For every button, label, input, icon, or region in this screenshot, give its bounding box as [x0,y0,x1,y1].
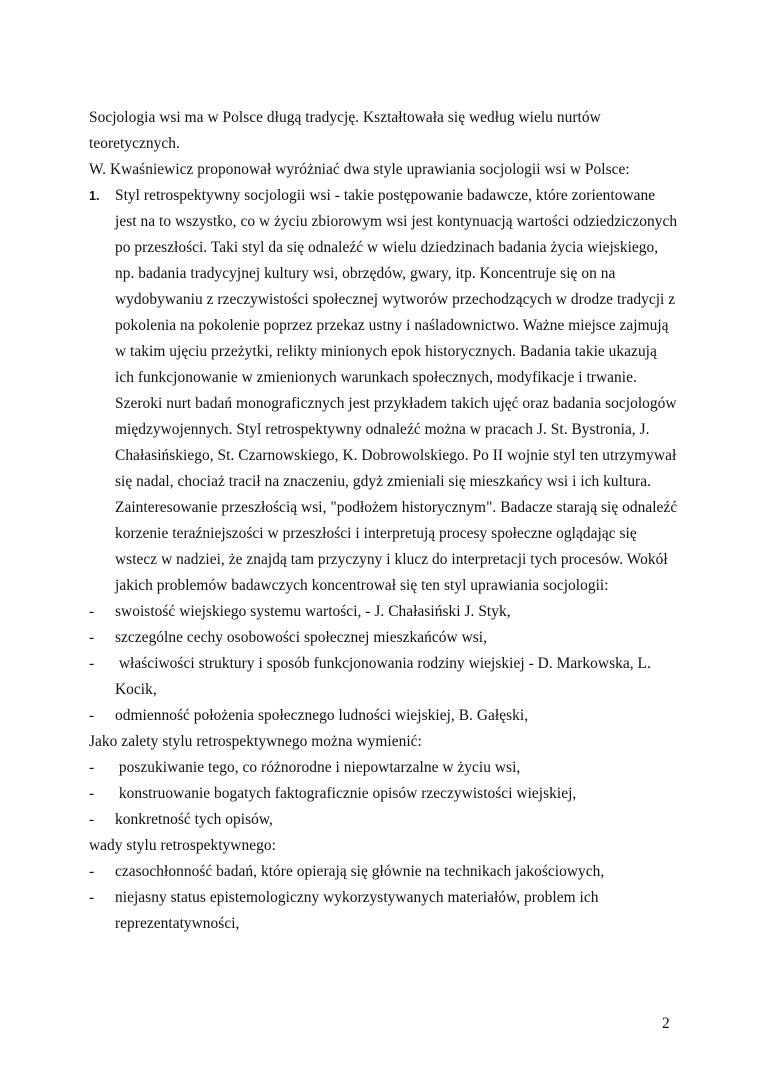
advantage-list-item [89,781,679,807]
intro-line: W. Kwaśniewicz proponował wyróżniać dwa style uprawiania socjologii wsi w Polsce: [89,161,630,178]
list-item-text: konkretność tych opisów, [115,811,273,828]
paragraph-line: po przeszłości. Taki styl da się odnaleźć w wielu dziedzinach badania życia wiejskiego, [115,239,659,256]
numbered-item-1 [89,183,679,599]
disadvantage-list-item [89,885,679,937]
paragraph-line: Styl retrospektywny socjologii wsi - takie postępowanie badawcze, które zorientowane [115,187,656,204]
paragraph-line: jest na to wszystko, co w życiu zbiorowym wsi jest kontynuacją wartości odziedziczonych [115,213,678,230]
dash-bullet: - [89,785,95,802]
paragraph-line: jakich problemów badawczych koncentrował się ten styl uprawiania socjologii: [115,577,609,594]
paragraph-line: ich funkcjonowanie w zmienionych warunkach społecznych, modyfikacje i trwanie. [115,369,637,386]
list-item-text: swoistość wiejskiego systemu wartości, - J. Chałasiński J. Styk, [115,603,511,620]
disadvantage-list-item [89,859,679,885]
problem-list-item [89,651,679,703]
problem-list-item [89,599,679,625]
paragraph-line: Szeroki nurt badań monograficznych jest przykładem takich ujęć oraz badania socjologów [115,395,677,412]
list-item-text: poszukiwanie tego, co różnorodne i niepowtarzalne w życiu wsi, [115,759,521,776]
advantages-heading: Jako zalety stylu retrospektywnego można wymienić: [89,733,422,750]
paragraph-line: Zainteresowanie przeszłością wsi, "podłożem historycznym". Badacze starają się odnaleźć [115,499,678,516]
list-item-text: niejasny status epistemologiczny wykorzystywanych materiałów, problem ich [115,889,599,906]
list-item-text: Kocik, [115,681,157,698]
dash-bullet: - [89,629,95,646]
list-item-text: właściwości struktury i sposób funkcjonowania rodziny wiejskiej - D. Markowska, L. [115,655,651,672]
dash-bullet: - [89,889,95,906]
dash-bullet: - [89,707,95,724]
problem-list-item [89,625,679,651]
list-item-text: odmienność położenia społecznego ludności wiejskiej, B. Gałęski, [115,707,529,724]
advantage-list-item [89,755,679,781]
paragraph-line: korzenie teraźniejszości w przeszłości i interpretują procesy społeczne oglądając się [115,525,637,542]
list-item-text: reprezentatywności, [115,915,240,932]
paragraph-line: w takim ujęciu przeżytki, relikty minionych epok historycznych. Badania takie ukazują [115,343,657,360]
paragraph-line: międzywojennych. Styl retrospektywny odnaleźć można w pracach J. St. Bystronia, J. [115,421,650,438]
disadvantages-heading: wady stylu retrospektywnego: [89,837,276,854]
intro-line: Socjologia wsi ma w Polsce długą tradycję. Kształtowała się według wielu nurtów [89,109,601,126]
list-item-text: konstruowanie bogatych faktograficznie opisów rzeczywistości wiejskiej, [115,785,577,802]
list-item-text: czasochłonność badań, które opierają się głównie na technikach jakościowych, [115,863,605,880]
advantage-list-item [89,807,679,833]
dash-bullet: - [89,811,95,828]
list-number: 1. [89,189,100,203]
paragraph-line: się nadal, chociaż tracił na znaczeniu, gdyż zmieniali się mieszkańcy wsi i ich kultura. [115,473,652,490]
page-number: 2 [662,1015,670,1032]
paragraph-line: Chałasińskiego, St. Czarnowskiego, K. Dobrowolskiego. Po II wojnie styl ten utrzymywał [115,447,677,464]
paragraph-line: pokolenia na pokolenie poprzez przekaz ustny i naśladownictwo. Ważne miejsce zajmują [115,317,669,334]
problem-list-item [89,703,679,729]
dash-bullet: - [89,863,95,880]
document-body [89,105,679,937]
list-item-text: szczególne cechy osobowości społecznej mieszkańców wsi, [115,629,487,646]
paragraph-line: wydobywaniu z rzeczywistości społecznej wytworów przechodzących w drodze tradycji z [115,291,676,308]
dash-bullet: - [89,759,95,776]
dash-bullet: - [89,603,95,620]
paragraph-line: np. badania tradycyjnej kultury wsi, obrzędów, gwary, itp. Koncentruje się on na [115,265,616,282]
intro-line: teoretycznych. [89,135,180,152]
dash-bullet: - [89,655,95,672]
paragraph-line: wstecz w nadziei, że znajdą tam przyczyny i klucz do interpretacji tych procesów. Wokół [115,551,668,568]
